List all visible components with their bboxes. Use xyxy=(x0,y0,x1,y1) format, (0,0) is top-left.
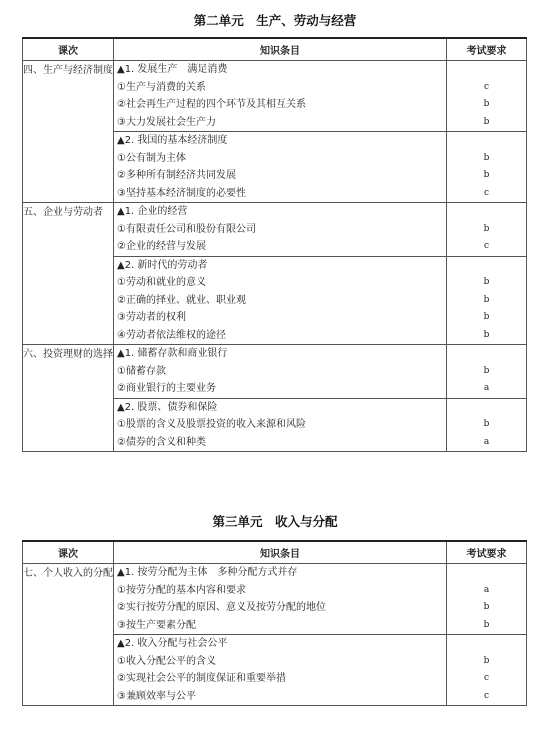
requirement-level: b xyxy=(483,655,490,666)
knowledge-items-cell xyxy=(114,345,447,399)
header-lesson: 课次 xyxy=(23,38,114,61)
lesson-name: 七、个人收入的分配 xyxy=(23,564,114,706)
knowledge-items-cell xyxy=(114,256,447,345)
knowledge-item: ①收入分配公平的含义 xyxy=(117,655,216,667)
requirement-blank xyxy=(447,61,526,79)
knowledge-item: ④劳动者依法维权的途径 xyxy=(117,329,226,341)
requirement-level: b xyxy=(483,619,490,630)
requirement-blank xyxy=(447,635,526,653)
group-heading: ▲2. 新时代的劳动者 xyxy=(117,259,208,271)
lesson-name: 四、生产与经济制度 xyxy=(23,61,114,203)
knowledge-item: ②多种所有制经济共同发展 xyxy=(117,170,236,181)
knowledge-item: ③大力发展社会生产力 xyxy=(117,116,216,128)
requirement-blank xyxy=(447,399,526,417)
requirement-cell xyxy=(447,564,527,635)
knowledge-item: ①劳动和就业的意义 xyxy=(117,277,206,288)
lesson-name: 五、企业与劳动者 xyxy=(23,203,114,345)
unit3-table xyxy=(22,540,527,706)
knowledge-item: ②实现社会公平的制度保证和重要举措 xyxy=(117,673,286,684)
requirement-level: b xyxy=(483,419,490,429)
requirement-level: c xyxy=(483,690,490,701)
requirement-blank xyxy=(447,132,526,150)
knowledge-item: ①股票的含义及股票投资的收入来源和风险 xyxy=(117,419,306,430)
requirement-cell xyxy=(447,203,527,257)
knowledge-item: ①公有制为主体 xyxy=(117,152,186,164)
requirement-cell xyxy=(447,345,527,399)
requirement-cell xyxy=(447,256,527,345)
requirement-level: b xyxy=(483,152,490,163)
knowledge-items-cell xyxy=(114,398,447,452)
knowledge-item: ①生产与消费的关系 xyxy=(117,81,206,93)
header-row xyxy=(23,541,527,564)
requirement-blank xyxy=(447,203,526,221)
knowledge-item: ②商业银行的主要业务 xyxy=(117,383,216,394)
requirement-level: b xyxy=(483,116,490,127)
knowledge-item: ③兼顾效率与公平 xyxy=(117,690,196,702)
knowledge-item: ①有限责任公司和股份有限公司 xyxy=(117,223,256,235)
knowledge-item: ②实行按劳分配的原因、意义及按劳分配的地位 xyxy=(117,602,326,613)
knowledge-row xyxy=(23,203,527,257)
knowledge-items-cell xyxy=(114,61,447,132)
requirement-level: c xyxy=(483,241,490,251)
knowledge-items-cell xyxy=(114,132,447,203)
requirement-level: b xyxy=(483,365,490,376)
requirement-level: b xyxy=(483,99,490,109)
requirement-blank xyxy=(447,564,526,582)
requirement-blank xyxy=(447,257,526,275)
knowledge-row xyxy=(23,564,527,635)
group-heading: ▲2. 收入分配与社会公平 xyxy=(117,638,228,649)
header-items: 知识条目 xyxy=(114,38,447,61)
knowledge-row xyxy=(23,345,527,399)
lesson-name: 六、投资理财的选择 xyxy=(23,345,114,452)
requirement-level: b xyxy=(483,223,490,234)
knowledge-item: ①按劳分配的基本内容和要求 xyxy=(117,584,246,596)
requirement-level: b xyxy=(483,329,490,340)
header-requirement: 考试要求 xyxy=(447,38,527,61)
knowledge-items-cell xyxy=(114,635,447,706)
requirement-level: b xyxy=(483,294,490,305)
requirement-cell xyxy=(447,61,527,132)
requirement-level: c xyxy=(483,187,490,198)
knowledge-item: ①储蓄存款 xyxy=(117,365,166,377)
unit3-title: 第三单元 收入与分配 xyxy=(212,514,338,529)
unit2-title: 第二单元 生产、劳动与经营 xyxy=(193,13,357,28)
requirement-level: b xyxy=(483,602,490,612)
knowledge-item: ③按生产要素分配 xyxy=(117,619,196,631)
knowledge-item: ③坚持基本经济制度的必要性 xyxy=(117,187,246,199)
knowledge-item: ②企业的经营与发展 xyxy=(117,241,206,252)
knowledge-item: ②正确的择业、就业、职业观 xyxy=(117,294,246,306)
unit2-table xyxy=(22,37,527,452)
knowledge-item: ③劳动者的权利 xyxy=(117,312,186,323)
requirement-cell xyxy=(447,132,527,203)
header-items: 知识条目 xyxy=(114,541,447,564)
requirement-level: a xyxy=(483,383,490,393)
requirement-level: b xyxy=(483,277,490,287)
requirement-level: c xyxy=(483,81,490,92)
group-heading: ▲2. 我国的基本经济制度 xyxy=(117,135,228,146)
knowledge-items-cell xyxy=(114,203,447,257)
requirement-level: a xyxy=(483,584,490,595)
header-requirement: 考试要求 xyxy=(447,541,527,564)
group-heading: ▲1. 企业的经营 xyxy=(117,206,188,217)
header-row xyxy=(23,38,527,61)
requirement-level: b xyxy=(483,312,490,322)
requirement-cell xyxy=(447,398,527,452)
group-heading: ▲2. 股票、债券和保险 xyxy=(117,401,218,413)
knowledge-item: ②社会再生产过程的四个环节及其相互关系 xyxy=(117,99,306,110)
requirement-level: a xyxy=(483,436,490,447)
requirement-blank xyxy=(447,345,526,363)
knowledge-row xyxy=(23,61,527,132)
requirement-cell xyxy=(447,635,527,706)
requirement-level: b xyxy=(483,170,490,180)
group-heading: ▲1. 发展生产 满足消费 xyxy=(117,64,228,75)
requirement-level: c xyxy=(483,673,490,683)
knowledge-item: ②债券的含义和种类 xyxy=(117,436,206,448)
group-heading: ▲1. 按劳分配为主体 多种分配方式并存 xyxy=(117,567,298,578)
header-lesson: 课次 xyxy=(23,541,114,564)
knowledge-items-cell xyxy=(114,564,447,635)
group-heading: ▲1. 储蓄存款和商业银行 xyxy=(117,348,228,359)
